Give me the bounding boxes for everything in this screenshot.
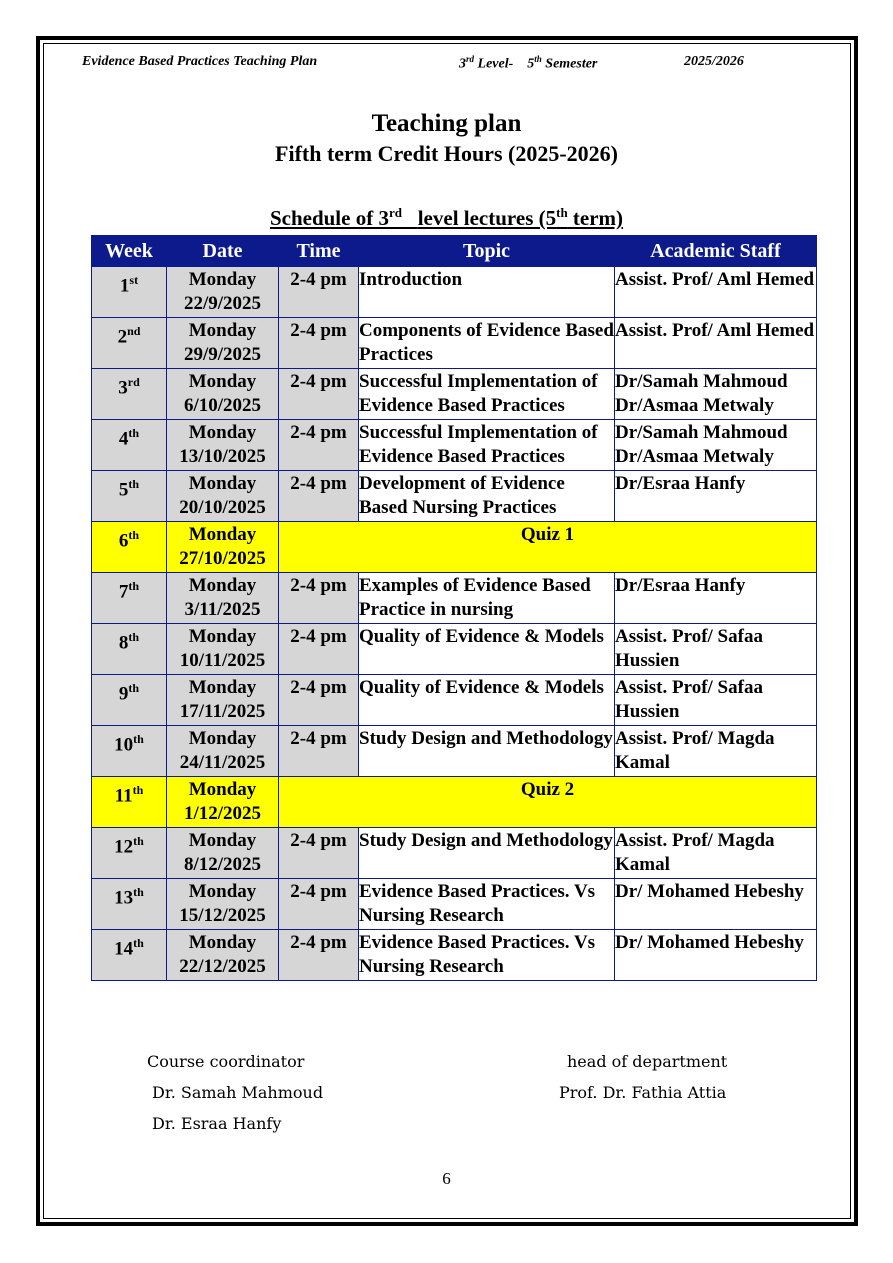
date-value: 20/10/2025 (179, 497, 266, 518)
week-suffix: th (128, 426, 140, 440)
week-suffix: th (133, 885, 144, 899)
week-suffix: th (133, 834, 144, 848)
coordinator-name-2: Dr. Esraa Hanfy (152, 1114, 282, 1133)
time-cell: 2-4 pm (279, 828, 359, 879)
schedule-heading-sup2: th (556, 205, 568, 220)
table-row (92, 828, 817, 879)
schedule-heading-a: Schedule of 3 (269, 206, 389, 230)
schedule-heading (0, 205, 893, 231)
page-title: Teaching plan (371, 110, 522, 137)
week-number: 8 (118, 632, 129, 654)
date-cell (167, 930, 279, 981)
date-day: Monday (188, 830, 257, 851)
date-day: Monday (188, 779, 257, 800)
date-day: Monday (188, 626, 257, 647)
topic-cell: Quality of Evidence & Models (359, 675, 615, 726)
time-cell: 2-4 pm (279, 471, 359, 522)
date-day: Monday (188, 932, 257, 953)
header-level-num: 3 (459, 56, 466, 72)
staff-cell: Dr/Esraa Hanfy (615, 471, 817, 522)
week-number: 10 (114, 734, 134, 756)
date-day: Monday (188, 371, 257, 392)
week-cell (92, 522, 167, 573)
date-day: Monday (188, 473, 257, 494)
time-cell: 2-4 pm (279, 930, 359, 981)
coordinator-label: Course coordinator (147, 1052, 305, 1071)
staff-cell: Dr/Samah Mahmoud Dr/Asmaa Metwaly (615, 369, 817, 420)
week-number: 5 (118, 479, 129, 501)
date-value: 15/12/2025 (179, 905, 266, 926)
week-number: 7 (118, 581, 129, 603)
table-row (92, 726, 817, 777)
date-cell (167, 777, 279, 828)
time-cell: 2-4 pm (279, 726, 359, 777)
week-cell (92, 573, 167, 624)
table-row (92, 675, 817, 726)
topic-cell: Introduction (359, 267, 615, 318)
week-suffix: th (128, 579, 140, 593)
week-cell (92, 828, 167, 879)
topic-cell: Components of Evidence Based Practices (359, 318, 615, 369)
topic-cell: Successful Implementation of Evidence Based Practices (359, 369, 615, 420)
table-row (92, 573, 817, 624)
staff-cell: Dr/ Mohamed Hebeshy (615, 930, 817, 981)
col-header-topic: Topic (359, 236, 615, 267)
week-cell (92, 318, 167, 369)
week-number: 13 (114, 887, 134, 909)
date-value: 8/12/2025 (183, 854, 262, 875)
week-cell (92, 879, 167, 930)
table-row (92, 420, 817, 471)
date-cell (167, 726, 279, 777)
page-subtitle: Fifth term Credit Hours (2025-2026) (275, 141, 618, 166)
col-header-week: Week (92, 236, 167, 267)
time-cell: 2-4 pm (279, 369, 359, 420)
week-number: 6 (118, 530, 129, 552)
coordinator-name-1: Dr. Samah Mahmoud (152, 1083, 324, 1102)
time-cell: 2-4 pm (279, 318, 359, 369)
header-semester-text: Semester (545, 56, 598, 72)
week-suffix: rd (127, 375, 140, 389)
header-level (459, 54, 597, 73)
date-day: Monday (188, 677, 257, 698)
topic-cell: Evidence Based Practices. Vs Nursing Research (359, 879, 615, 930)
table-row (92, 471, 817, 522)
date-value: 24/11/2025 (179, 752, 266, 773)
header-level-text: Level- (477, 56, 514, 72)
table-row (92, 369, 817, 420)
date-value: 27/10/2025 (179, 548, 266, 569)
week-number: 9 (118, 683, 129, 705)
topic-cell: Evidence Based Practices. Vs Nursing Research (359, 930, 615, 981)
col-header-staff: Academic Staff (615, 236, 817, 267)
table-row (92, 267, 817, 318)
time-cell: 2-4 pm (279, 879, 359, 930)
week-cell (92, 369, 167, 420)
date-day: Monday (188, 524, 257, 545)
staff-cell: Dr/Esraa Hanfy (615, 573, 817, 624)
date-value: 10/11/2025 (179, 650, 266, 671)
date-value: 1/12/2025 (183, 803, 262, 824)
date-cell (167, 675, 279, 726)
week-number: 12 (114, 836, 134, 858)
week-cell (92, 471, 167, 522)
header-semester-sup: th (534, 54, 542, 64)
date-cell (167, 318, 279, 369)
week-suffix: th (133, 936, 144, 950)
week-cell (92, 624, 167, 675)
week-number: 4 (118, 428, 129, 450)
topic-cell: Quality of Evidence & Models (359, 624, 615, 675)
table-body (92, 267, 817, 981)
schedule-heading-sup1: rd (388, 205, 402, 220)
date-day: Monday (188, 320, 257, 341)
table-row (92, 624, 817, 675)
date-value: 29/9/2025 (183, 344, 262, 365)
date-cell (167, 522, 279, 573)
table-row (92, 930, 817, 981)
topic-cell: Study Design and Methodology (359, 726, 615, 777)
date-value: 3/11/2025 (184, 599, 261, 620)
date-value: 22/12/2025 (179, 956, 266, 977)
staff-cell: Assist. Prof/ Aml Hemed (615, 267, 817, 318)
date-cell (167, 828, 279, 879)
staff-cell: Dr/ Mohamed Hebeshy (615, 879, 817, 930)
schedule-table (91, 235, 817, 981)
topic-cell: Study Design and Methodology (359, 828, 615, 879)
week-suffix: th (128, 477, 140, 491)
week-suffix: th (128, 528, 140, 542)
week-suffix: nd (127, 324, 141, 338)
date-value: 6/10/2025 (183, 395, 262, 416)
staff-cell: Dr/Samah Mahmoud Dr/Asmaa Metwaly (615, 420, 817, 471)
week-cell (92, 930, 167, 981)
date-day: Monday (188, 575, 257, 596)
header-year: 2025/2026 (684, 54, 744, 69)
time-cell: 2-4 pm (279, 624, 359, 675)
time-cell: 2-4 pm (279, 267, 359, 318)
date-cell (167, 267, 279, 318)
week-number: 2 (117, 326, 128, 348)
week-suffix: th (132, 783, 144, 797)
header-semester-num: 5 (527, 56, 535, 72)
week-suffix: st (129, 273, 139, 287)
date-value: 22/9/2025 (183, 293, 262, 314)
quiz-row (92, 777, 817, 828)
head-label: head of department (567, 1052, 728, 1071)
quiz-row (92, 522, 817, 573)
col-header-time: Time (279, 236, 359, 267)
topic-cell: Examples of Evidence Based Practice in nursing (359, 573, 615, 624)
date-cell (167, 879, 279, 930)
date-day: Monday (188, 728, 257, 749)
staff-cell: Assist. Prof/ Safaa Hussien (615, 624, 817, 675)
week-number: 11 (114, 785, 133, 807)
week-cell (92, 420, 167, 471)
staff-cell: Assist. Prof/ Aml Hemed (615, 318, 817, 369)
time-cell: 2-4 pm (279, 573, 359, 624)
schedule-heading-b: level lectures (5 (417, 206, 557, 230)
week-cell (92, 267, 167, 318)
date-value: 13/10/2025 (179, 446, 266, 467)
date-cell (167, 420, 279, 471)
table-row (92, 318, 817, 369)
date-cell (167, 471, 279, 522)
time-cell: 2-4 pm (279, 675, 359, 726)
page-number: 6 (442, 1169, 451, 1188)
week-cell (92, 777, 167, 828)
staff-cell: Assist. Prof/ Magda Kamal (615, 828, 817, 879)
time-cell: 2-4 pm (279, 420, 359, 471)
week-suffix: th (128, 681, 140, 695)
schedule-heading-c: term) (572, 206, 624, 230)
staff-cell: Assist. Prof/ Safaa Hussien (615, 675, 817, 726)
date-day: Monday (188, 422, 257, 443)
date-cell (167, 369, 279, 420)
header-plan-title: Evidence Based Practices Teaching Plan (82, 54, 318, 69)
date-day: Monday (188, 881, 257, 902)
week-number: 1 (119, 275, 130, 297)
quiz-cell: Quiz 2 (279, 777, 817, 828)
week-number: 14 (114, 938, 134, 960)
table-header-row (92, 236, 817, 267)
week-suffix: th (128, 630, 140, 644)
topic-cell: Successful Implementation of Evidence Based Practices (359, 420, 615, 471)
header-level-sup: rd (466, 54, 475, 64)
date-cell (167, 624, 279, 675)
week-suffix: th (133, 732, 144, 746)
date-value: 17/11/2025 (179, 701, 266, 722)
table-row (92, 879, 817, 930)
col-header-date: Date (167, 236, 279, 267)
date-day: Monday (188, 269, 257, 290)
week-number: 3 (118, 377, 128, 399)
topic-cell: Development of Evidence Based Nursing Practices (359, 471, 615, 522)
date-cell (167, 573, 279, 624)
week-cell (92, 726, 167, 777)
week-cell (92, 675, 167, 726)
quiz-cell: Quiz 1 (279, 522, 817, 573)
head-name: Prof. Dr. Fathia Attia (559, 1083, 727, 1102)
staff-cell: Assist. Prof/ Magda Kamal (615, 726, 817, 777)
